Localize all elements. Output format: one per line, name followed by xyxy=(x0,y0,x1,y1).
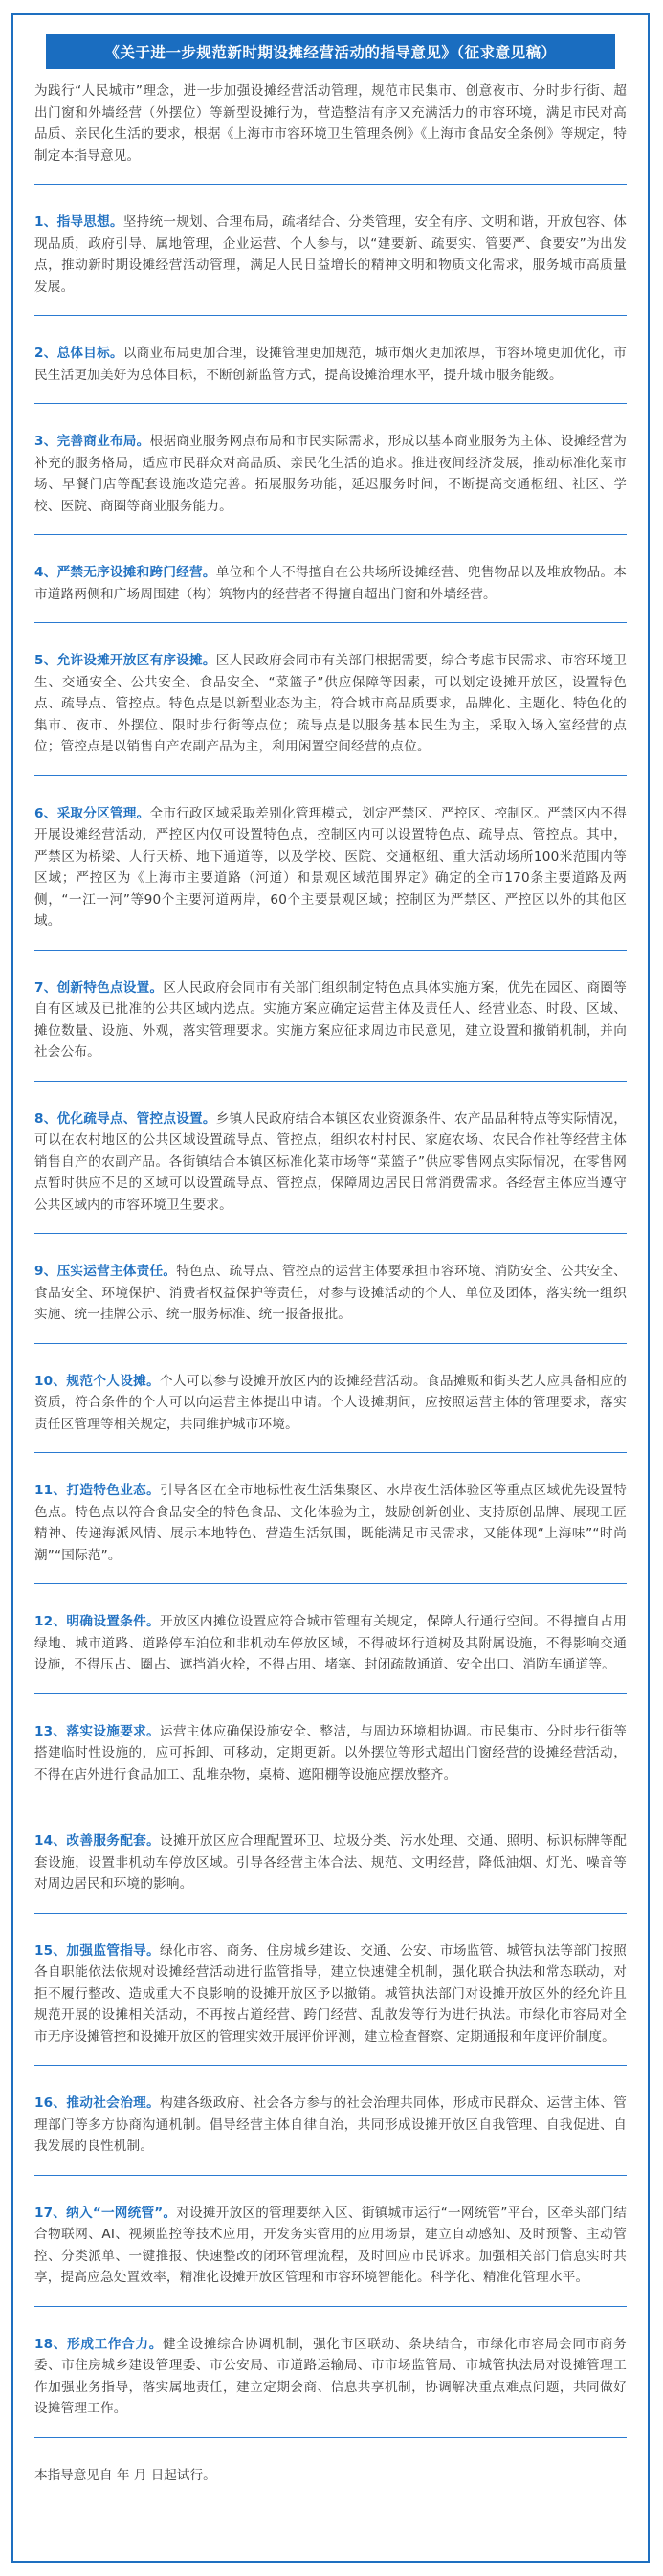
divider xyxy=(34,1081,627,1082)
divider xyxy=(34,2437,627,2438)
divider xyxy=(34,2065,627,2066)
section-number: 17、 xyxy=(34,2205,67,2221)
divider xyxy=(34,534,627,535)
sections-list xyxy=(34,212,627,2438)
section-text: 区人民政府会同市有关部门根据需要，综合考虑市民需求、市容环境卫生、交通安全、公共安全、食品安全、“菜篮子”供应保障等因素，可以划定设摊开放区，设置特色点、疏导点、管控点。特色点是以新型业态为主，符合城市高品质要求，品牌化、主题化、特色化的集市、夜市、外摆位、限时步行街等点位；疏导点是以服务基本民生为主，采取入场入室经营的点位；管控点是以销售自产农副产品为主，利用闲置空间经营的点位。 xyxy=(34,653,627,754)
document-body xyxy=(13,80,648,2486)
section-text: 开放区内摊位设置应符合城市管理有关规定，保障人行通行空间。不得擅自占用绿地、城市道路、道路停车泊位和非机动车停放区域，不得破坏行道树及其附属设施，不得影响交通设施，不得压占、圈占、遮挡消火栓，不得占用、堵塞、封闭疏散通道、安全出口、消防车通道等。 xyxy=(34,1614,627,1672)
divider xyxy=(34,2306,627,2307)
section-paragraph xyxy=(34,431,627,517)
section-paragraph xyxy=(34,1261,627,1326)
section-number: 2、 xyxy=(34,346,57,361)
section-heading: 规范个人设摊。 xyxy=(66,1373,161,1389)
section-number: 5、 xyxy=(34,653,57,668)
divider xyxy=(34,622,627,623)
section-text: 引导各区在全市地标性夜生活集聚区、水岸夜生活体验区等重点区域优先设置特色点。特色点以符合食品安全的特色食品、文化体验为主，鼓励创新创业、支持原创品牌、展现工匠精神、传递海派风情、展示本地特色、营造生活氛围，既能满足市民需求，又能体现“上海味”“时尚潮”“国际范”。 xyxy=(34,1483,627,1563)
section-number: 18、 xyxy=(34,2336,68,2352)
divider xyxy=(34,315,627,316)
section-heading: 打造特色业态。 xyxy=(66,1483,161,1498)
section-number: 13、 xyxy=(34,1723,67,1739)
divider xyxy=(34,2175,627,2176)
divider xyxy=(34,403,627,404)
section-text: 坚持统一规划、合理布局，疏堵结合、分类管理，安全有序、文明和谐，开放包容、体现品质，政府引导、属地管理，企业运营、个人参与，以“建要新、疏要实、管要严、食要安”为出发点，推动新时期设摊经营活动管理，满足人民日益增长的精神文明和物质文化需求，服务城市高质量发展。 xyxy=(34,214,627,295)
section-number: 3、 xyxy=(34,434,57,449)
document-title: 《关于进一步规范新时期设摊经营活动的指导意见》（征求意见稿） xyxy=(46,34,615,69)
section-paragraph xyxy=(34,1480,627,1566)
section-number: 8、 xyxy=(34,1110,57,1127)
section-number: 10、 xyxy=(34,1373,67,1389)
section-text: 单位和个人不得擅自在公共场所设摊经营、兜售物品以及堆放物品。本市道路两侧和广场周围建（构）筑物内的经营者不得擅自超出门窗和外墙经营。 xyxy=(34,565,627,602)
section-paragraph xyxy=(34,1940,627,2049)
section-paragraph xyxy=(34,1611,627,1676)
section-paragraph xyxy=(34,562,627,605)
section-heading: 优化疏导点、管控点设置。 xyxy=(56,1110,216,1127)
divider xyxy=(34,1583,627,1584)
section-heading: 改善服务配套。 xyxy=(66,1833,161,1848)
divider xyxy=(34,1693,627,1694)
section-heading: 压实运营主体责任。 xyxy=(56,1264,177,1279)
section-paragraph xyxy=(34,2334,627,2420)
section-text: 个人可以参与设摊开放区内的设摊经营活动。食品摊贩和街头艺人应具备相应的资质，符合条件的个人可以向运营主体提出申请。个人设摊期间，应按照运营主体的管理要求，落实责任区管理等相关规定，共同维护城市环境。 xyxy=(34,1373,627,1432)
section-text: 特色点、疏导点、管控点的运营主体要承担市容环境、消防安全、公共安全、食品安全、环境保护、消费者权益保护等责任，对参与设摊活动的个人、单位及团体，落实统一组织实施、统一挂牌公示、统一服务标准、统一报备报批。 xyxy=(34,1264,627,1322)
section-number: 6、 xyxy=(34,805,57,821)
section-paragraph xyxy=(34,343,627,386)
section-text: 绿化市容、商务、住房城乡建设、交通、公安、市场监管、城管执法等部门按照各自职能依法依规对设摊经营活动进行监管指导，建立快速健全机制，强化联合执法和常态联动，对拒不履行整改、造成重大不良影响的设摊开放区予以撤销。城管执法部门对设摊开放区外的经允许且规范开展的设摊相关活动，不再按占道经营、跨门经营、乱散发等行为进行执法。市绿化市容局对全市无序设摊管控和设摊开放区的管理实效开展评价评测，建立检查督察、定期通报和年度评价制度。 xyxy=(34,1942,627,2045)
section-number: 16、 xyxy=(34,2095,67,2111)
section-number: 15、 xyxy=(34,1942,67,1959)
section-paragraph xyxy=(34,212,627,298)
section-text: 健全设摊综合协调机制，强化市区联动、条块结合，市绿化市容局会同市商务委、市住房城乡建设管理委、市公安局、市道路运输局、市市场监管局、市城管执法局对设摊管理工作加强业务指导，落实属地责任，建立定期会商、信息共享机制，协调解决重点难点问题，共同做好设摊管理工作。 xyxy=(34,2336,627,2416)
section-heading: 总体目标。 xyxy=(56,346,123,361)
divider xyxy=(34,184,627,185)
section-text: 运营主体应确保设施安全、整洁，与周边环境相协调。市民集市、分时步行街等搭建临时性设施的，应可拆卸、可移动，定期更新。以外摆位等形式超出门窗经营的设摊经营活动，不得在店外进行食品加工、乱堆杂物，桌椅、遮阳棚等设施应摆放整齐。 xyxy=(34,1723,627,1782)
section-heading: 推动社会治理。 xyxy=(66,2095,161,2111)
divider xyxy=(34,1233,627,1234)
section-number: 14、 xyxy=(34,1833,67,1848)
section-text: 设摊开放区应合理配置环卫、垃圾分类、污水处理、交通、照明、标识标牌等配套设施，设置非机动车停放区域。引导各经营主体合法、规范、文明经营，降低油烟、灯光、噪音等对周边居民和环境的影响。 xyxy=(34,1833,627,1892)
section-number: 7、 xyxy=(34,979,57,996)
section-paragraph xyxy=(34,1830,627,1895)
section-number: 12、 xyxy=(34,1614,67,1629)
section-paragraph xyxy=(34,803,627,932)
section-paragraph xyxy=(34,1109,627,1217)
section-heading: 采取分区管理。 xyxy=(56,805,150,821)
section-text: 区人民政府会同市有关部门组织制定特色点具体实施方案，优先在园区、商圈等自有区域及已批准的公共区域内选点。实施方案应确定运营主体及责任人、经营业态、时段、区域、摊位数量、设施、外观，落实管理要求。实施方案应征求周边市民意见，建立设置和撤销机制，并向社会公布。 xyxy=(34,979,627,1060)
divider xyxy=(34,950,627,951)
section-heading: 形成工作合力。 xyxy=(67,2336,164,2352)
divider xyxy=(34,1913,627,1914)
section-number: 9、 xyxy=(34,1264,57,1279)
section-heading: 允许设摊开放区有序设摊。 xyxy=(56,653,216,668)
section-paragraph xyxy=(34,2093,627,2158)
section-heading: 加强监管指导。 xyxy=(66,1942,161,1959)
section-number: 1、 xyxy=(34,214,57,230)
section-heading: 指导思想。 xyxy=(56,214,123,230)
section-number: 4、 xyxy=(34,565,57,580)
section-heading: 明确设置条件。 xyxy=(66,1614,161,1629)
section-heading: 完善商业布局。 xyxy=(56,434,150,449)
section-paragraph xyxy=(34,1371,627,1436)
section-text: 乡镇人民政府结合本镇区农业资源条件、农产品品种特点等实际情况，可以在农村地区的公共区域设置疏导点、管控点，组织农村村民、家庭农场、农民合作社等经营主体销售自产的农副产品。各街镇结合本镇区标准化菜市场等“菜篮子”供应零售网点实际情况，在零售网点暂时供应不足的区域可以设置疏导点、管控点，保障周边居民日常消费需求。各经营主体应当遵守公共区域内的市容环境卫生要求。 xyxy=(34,1110,627,1213)
section-paragraph xyxy=(34,2203,627,2289)
section-paragraph xyxy=(34,977,627,1064)
section-text: 构建各级政府、社会各方参与的社会治理共同体，形成市民群众、运营主体、管理部门等多方协商沟通机制。倡导经营主体自律自治，共同形成设摊开放区自我管理、自我促进、自我发展的良性机制。 xyxy=(34,2095,627,2154)
document-frame xyxy=(11,13,650,2563)
section-heading: 创新特色点设置。 xyxy=(56,979,164,996)
section-paragraph xyxy=(34,1721,627,1786)
section-text: 根据商业服务网点布局和市民实际需求，形成以基本商业服务为主体、设摊经营为补充的服务格局，适应市民群众对高品质、亲民化生活的追求。推进夜间经济发展，推动标准化菜市场、早餐门店等配套设施改造完善。拓展服务功能，延迟服务时间，不断提高交通枢纽、社区、学校、医院、商圈等商业服务能力。 xyxy=(34,434,628,514)
divider xyxy=(34,1343,627,1344)
section-heading: 纳入“一网统管”。 xyxy=(66,2205,177,2221)
section-number: 11、 xyxy=(34,1483,67,1498)
divider xyxy=(34,775,627,776)
section-heading: 严禁无序设摊和跨门经营。 xyxy=(56,565,216,580)
section-text: 全市行政区域采取差别化管理模式，划定严禁区、严控区、控制区。严禁区内不得开展设摊经营活动，严控区内仅可设置特色点，控制区内可以设置特色点、疏导点、管控点。其中，严禁区为桥梁、人行天桥、地下通道等，以及学校、医院、交通枢纽、重大活动场所100米范围内等区域；严控区为《上海市主要道路（河道）和景观区域范围界定》确定的全市170条主要道路及两侧，“一江一河”等90个主要河道两岸，60个主要景观区域；控制区为严禁区、严控区以外的其他区域。 xyxy=(34,805,628,929)
section-text: 对设摊开放区的管理要纳入区、街镇城市运行“一网统管”平台，区牵头部门结合物联网、AI、视频监控等技术应用，开发务实管用的应用场景，建立自动感知、及时预警、主动管控、分类派单、一键推报、快速整改的闭环管理流程，及时回应市民诉求。加强相关部门信息实时共享，提高应急处置效率，精准化设摊开放区管理和市容环境智能化。科学化、精准化管理水平。 xyxy=(34,2205,627,2285)
closing-line: 本指导意见自 年 月 日起试行。 xyxy=(34,2467,216,2483)
section-text: 以商业布局更加合理，设摊管理更加规范，城市烟火更加浓厚，市容环境更加优化，市民生活更加美好为总体目标，不断创新监管方式，提高设摊治理水平，提升城市服务能级。 xyxy=(34,346,627,383)
intro-paragraph: 为践行“人民城市”理念，进一步加强设摊经营活动管理，规范市民集市、创意夜市、分时步行街、超出门窗和外墙经营（外摆位）等新型设摊行为，营造整洁有序又充满活力的市容环境，满足市民对高品质、亲民化生活的要求，根据《上海市市容环境卫生管理条例》《上海市食品安全条例》等规定，特制定本指导意见。 xyxy=(34,83,627,164)
divider xyxy=(34,1452,627,1453)
section-heading: 落实设施要求。 xyxy=(66,1723,161,1739)
section-paragraph xyxy=(34,650,627,758)
